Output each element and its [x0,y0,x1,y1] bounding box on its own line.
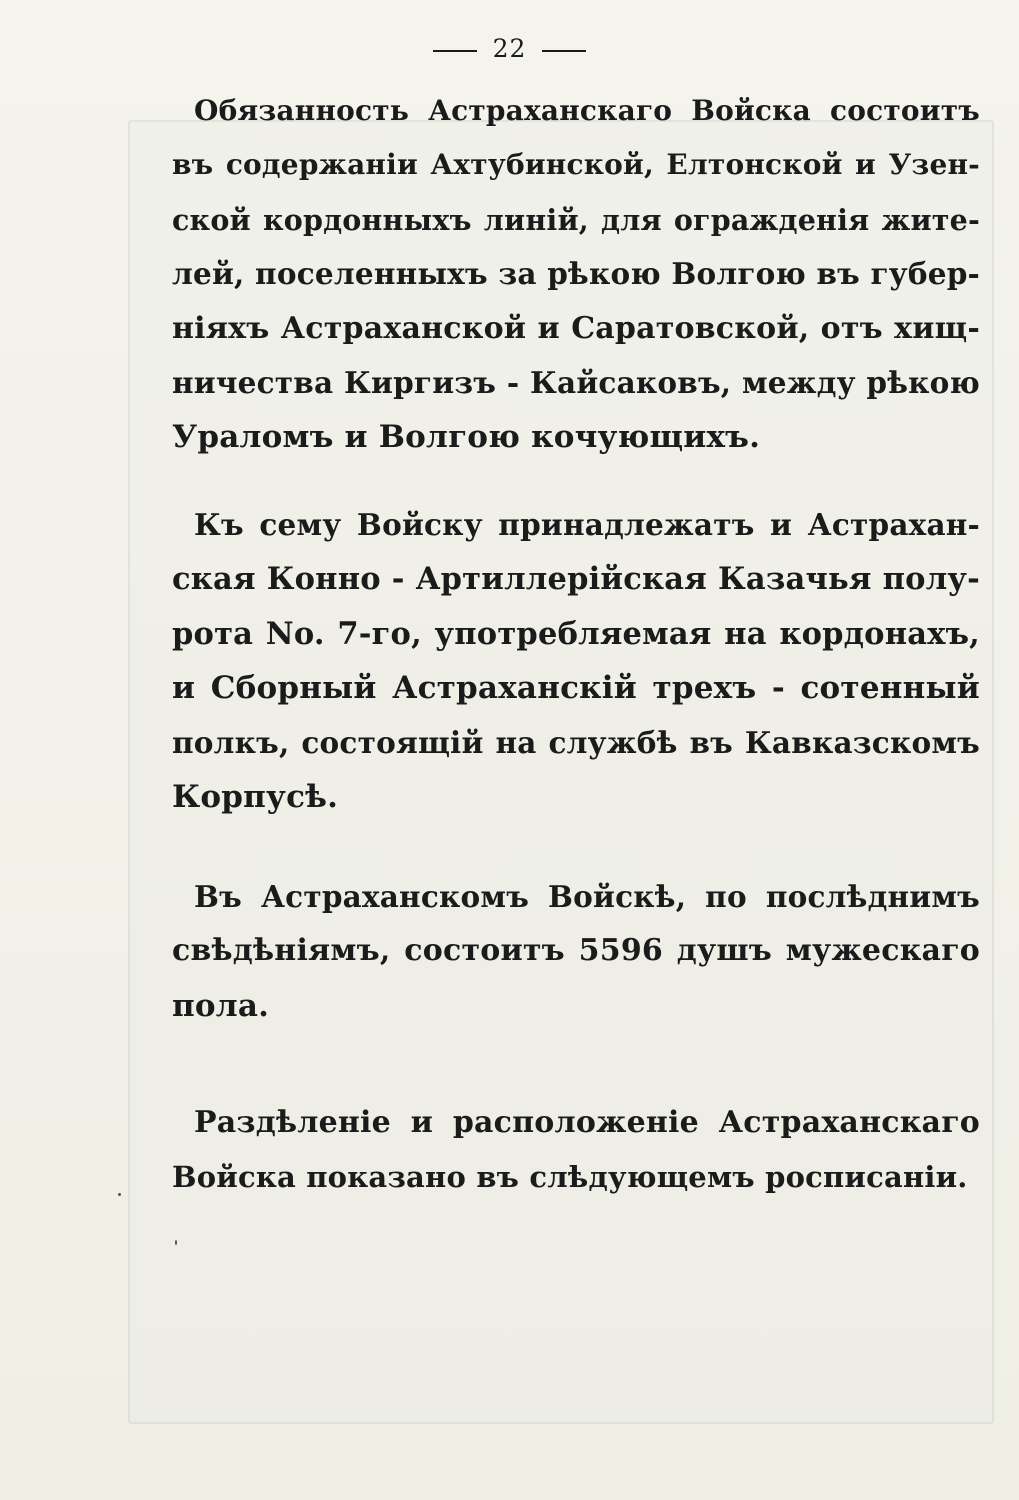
text-line: ской кордонныхъ линій, для огражденія жите- [172,202,980,237]
paragraph-population [150,870,980,1033]
text-line: свѣдѣніямъ, состоитъ 5596 душъ мужескаго [172,933,980,969]
text-line: Ураломъ и Волгою кочующихъ. [172,419,761,456]
paragraph-division [150,1096,980,1205]
text-line: ніяхъ Астраханской и Саратовской, отъ хищ- [172,310,980,346]
paragraph-units [150,498,980,824]
paper-speck [175,1240,177,1245]
text-line: пола. [172,987,270,1024]
text-line: ская Конно - Артиллерійская Казачья полу- [172,561,980,598]
text-line: въ содержаніи Ахтубинской, Елтонской и Узен- [172,148,980,182]
paragraph-duties [150,84,980,465]
page-number: 22 [492,34,527,63]
text-line: ничества Киргизъ - Кайсаковъ, между рѣкою [172,365,980,401]
text-line: полкъ, состоящій на службѣ въ Кавказскомъ [172,724,980,760]
text-line: рота No. 7-го, употребляемая на кордонахъ, [172,615,980,652]
text-line: Раздѣленіе и расположеніе Астраханскаго [194,1105,980,1140]
text-line: и Сборный Астраханскій трехъ - сотенный [172,670,980,707]
paper-speck [118,1193,121,1196]
header-dash-right [542,50,586,52]
text-line: Войска показано въ слѣдующемъ росписаніи. [172,1160,968,1195]
text-line: Корпусѣ. [172,779,339,816]
header-dash-left [433,50,477,52]
text-line: Въ Астраханскомъ Войскѣ, по послѣднимъ [194,879,980,914]
page-header [0,34,1019,63]
text-line: Къ сему Войску принадлежатъ и Астрахан- [194,507,980,542]
text-line: лей, поселенныхъ за рѣкою Волгою въ губер- [172,256,980,292]
text-line: Обязанность Астраханскаго Войска состоитъ [194,94,980,127]
